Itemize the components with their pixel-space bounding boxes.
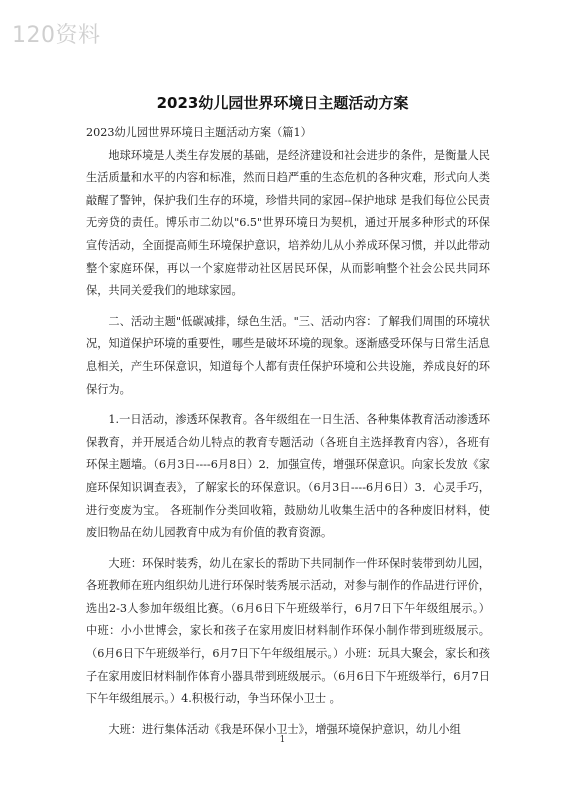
paragraph-intro: 地球环境是人类生存发展的基础，是经济建设和社会进步的条件，是衡量人民生活质量和水平的内容和标准，然而日趋严重的生态危机的各种灾难，形式向人类敲醒了警钟，保护我们生存的环境，珍惜共同的家园--保护地球 是我们每位公民责无旁贷的责任。博乐市二幼以"6.5"世界环境日为契机，通过开展多种形式的环保宣传活动，全面提高师生环境保护意识，培养幼儿从小养成环保习惯，并以此带动整个家庭环保，再以一个家庭带动社区居民环保，从而影响整个社会公民共同环保，共同关爱我们的地球家园。 [86,148,490,298]
document-subtitle: 2023幼儿园世界环境日主题活动方案（篇1） [86,126,312,139]
document-body [86,122,490,741]
paragraph-classes: 大班：环保时装秀，幼儿在家长的帮助下共同制作一件环保时装带到幼儿园，各班教师在班内组织幼儿进行环保时装秀展示活动，对参与制作的作品进行评价，选出2-3人参加年级组比赛。（6月6日下午班级举行，6月7日下午年级组展示。）中班：小小世博会，家长和孩子在家用废旧材料制作环保小制作带到班级展示。（6月6日下午班级举行，6月7日下午年级组展示。）小班：玩具大聚会，家长和孩子在家用废旧材料制作体育小器具带到班级展示。（6月6日下午班级举行，6月7日下午年级组展示。）4.积极行动，争当环保小卫士 。 [86,556,490,706]
page-number: 1 [279,735,286,745]
watermark-logo: 120资料 [12,23,101,48]
paragraph-theme: 二、活动主题"低碳减排，绿色生活。"三、活动内容：了解我们周围的环境状况，知道保护环境的重要性，哪些是破坏环境的现象。逐渐感受环保与日常生活息息相关，产生环保意识，知道每个人都有责任保护环境和公共设施，养成良好的环保行为。 [86,314,490,396]
document-title: 2023幼儿园世界环境日主题活动方案 [156,94,409,112]
paragraph-senior-class: 大班：进行集体活动《我是环保小卫士》，增强环境保护意识，幼儿小组 [108,722,461,736]
paragraph-activities: 1.一日活动，渗透环保教育。各年级组在一日生活、各种集体教育活动渗透环保教育，并开展适合幼儿特点的教育专题活动（各班自主选择教育内容），各班有环保主题墙。（6月3日----6月8日）2．加强宣传，增强环保意识。向家长发放《家庭环保知识调查表》，了解家长的环保意识。（6月3日----6月6日）3．心灵手巧，进行变废为宝。 各班制作分类回收箱，鼓励幼儿收集生活中的各种废旧材料，使废旧物品在幼儿园教育中成为有价值的教育资源。 [86,413,490,540]
